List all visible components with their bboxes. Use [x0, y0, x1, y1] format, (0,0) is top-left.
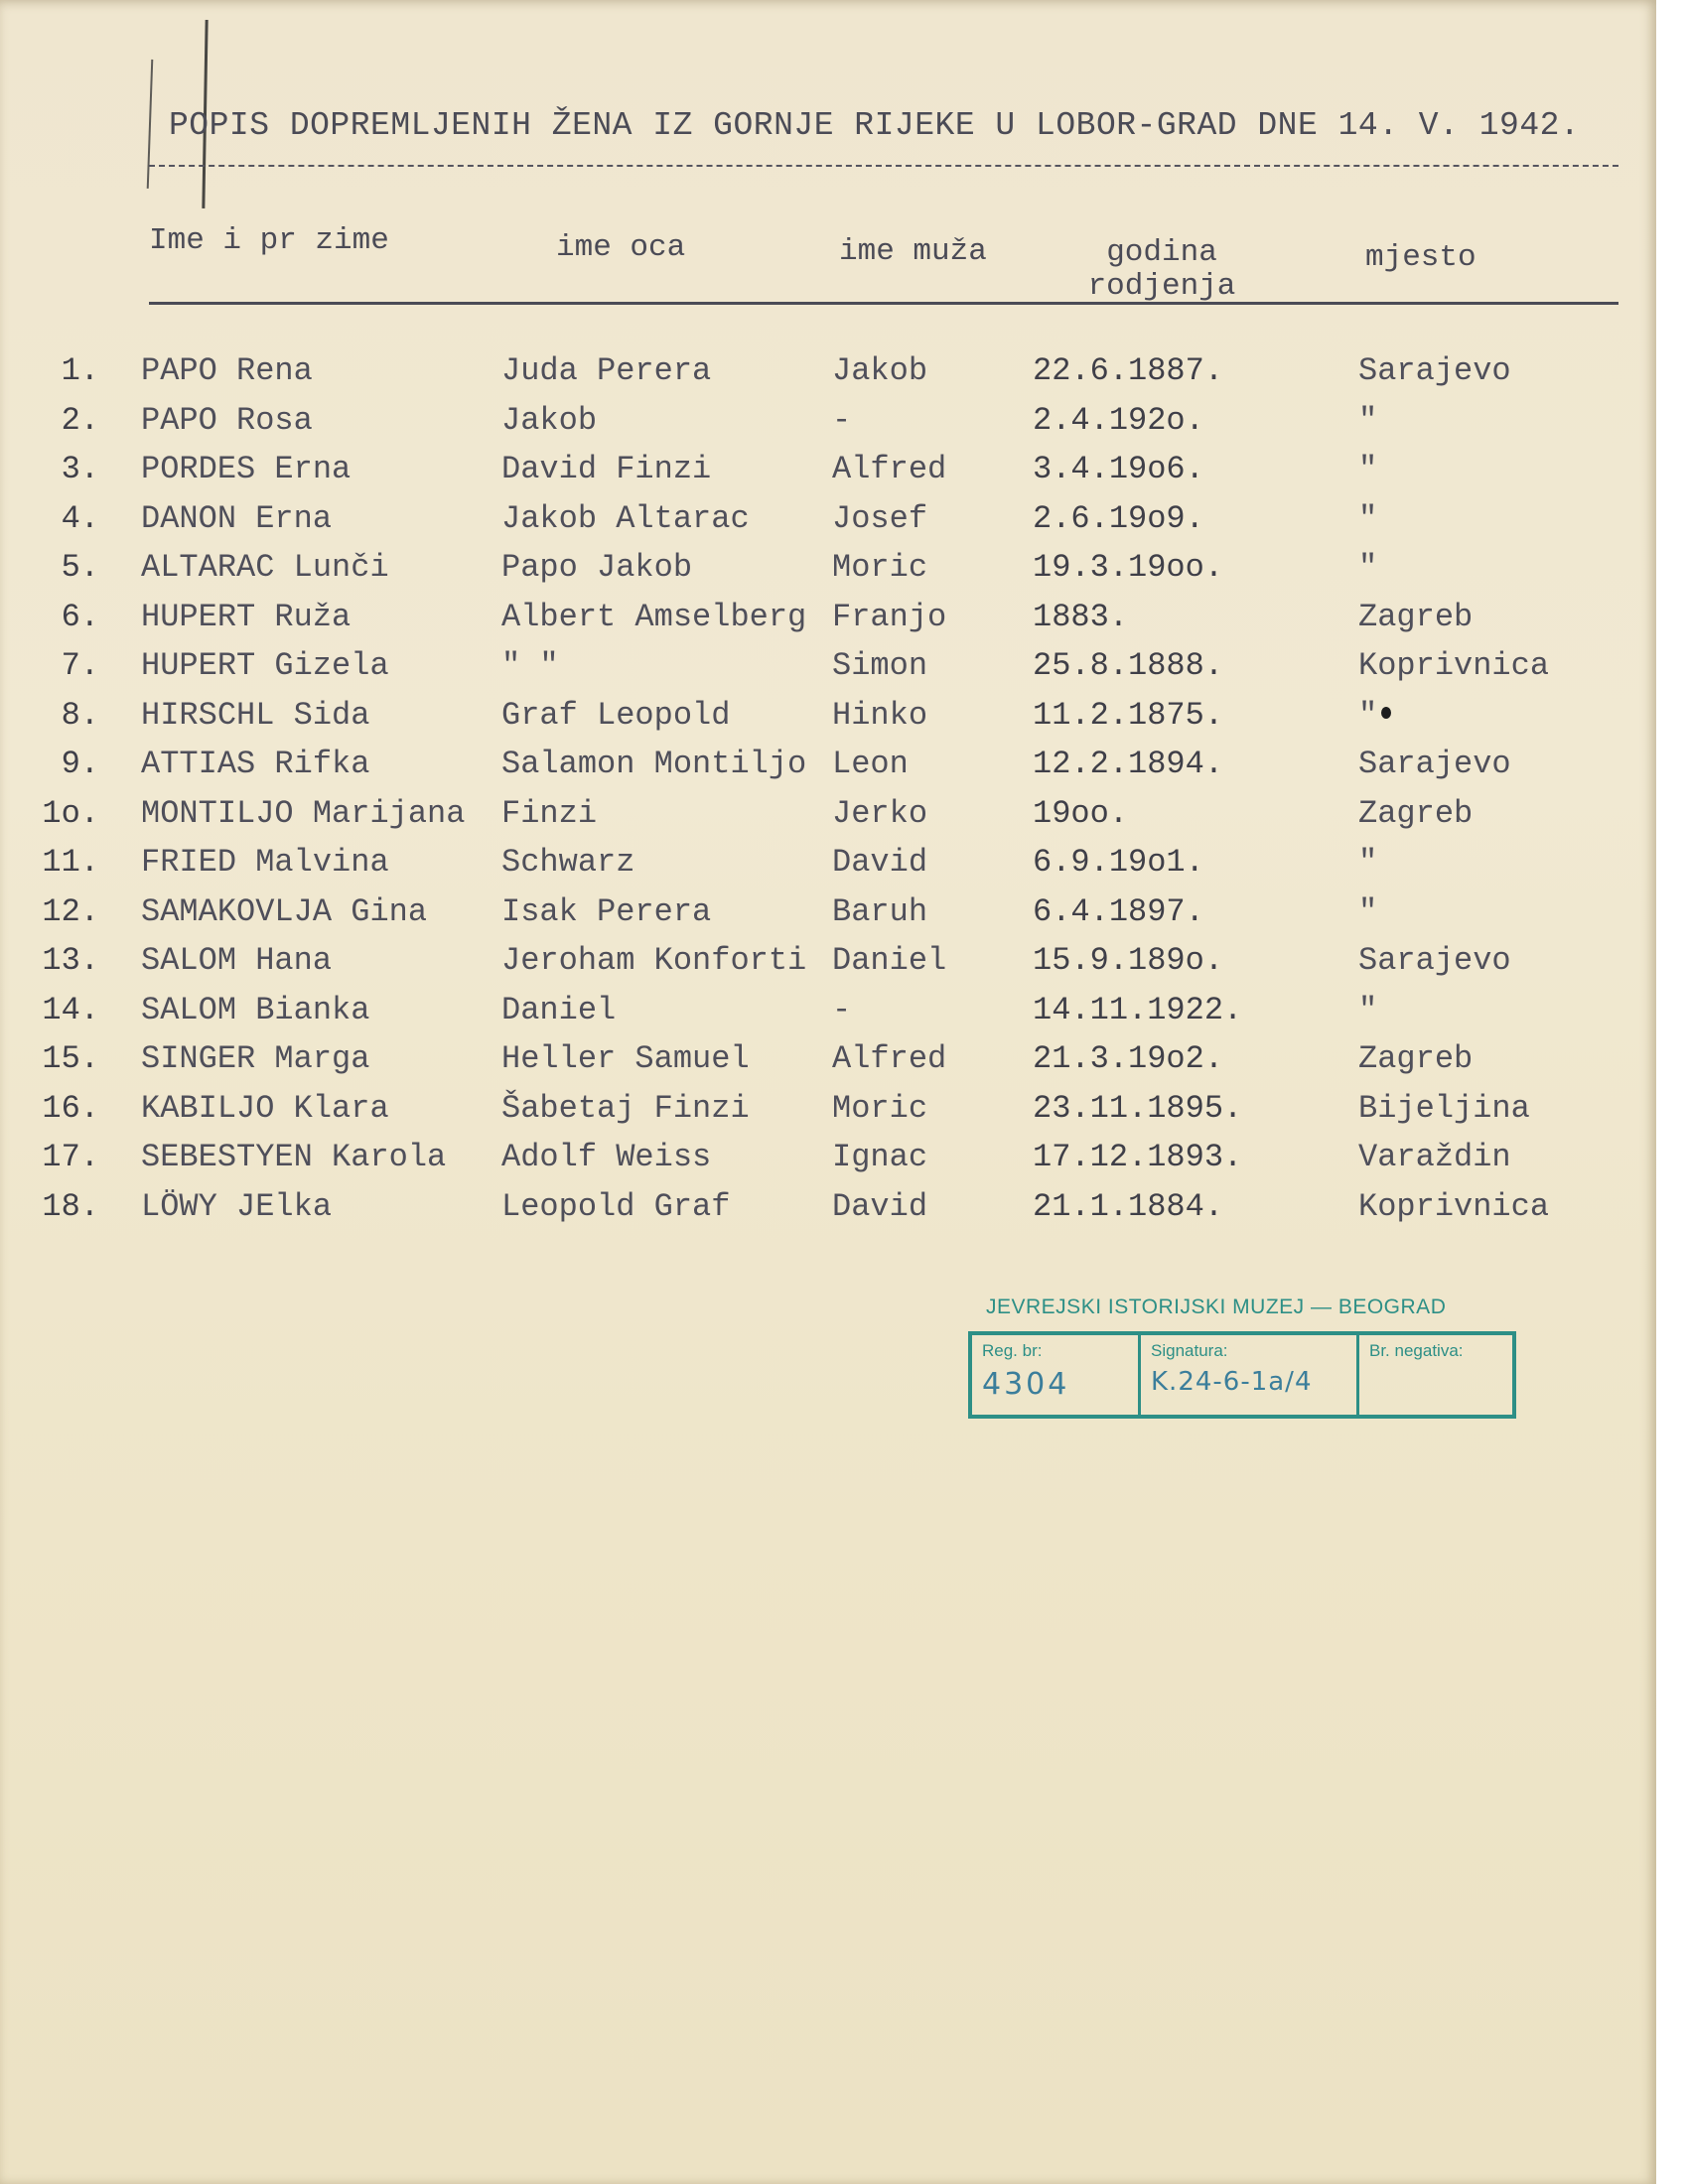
- table-row: [0, 844, 1656, 893]
- row-husband-name: Leon: [832, 746, 909, 782]
- row-name: PAPO Rosa: [141, 401, 313, 439]
- row-birth-date: 14.11.1922.: [1033, 991, 1243, 1028]
- row-place: Bijeljina: [1358, 1089, 1530, 1127]
- row-husband-name: David: [832, 844, 928, 881]
- stamp-negative-label: Br. negativa:: [1369, 1341, 1464, 1360]
- table-row: [0, 451, 1656, 500]
- row-place: Sarajevo: [1358, 942, 1511, 979]
- row-number: 4.: [61, 499, 99, 537]
- row-place: ": [1358, 844, 1378, 881]
- row-birth-date: 19oo.: [1033, 794, 1129, 832]
- table-row: [0, 352, 1656, 402]
- table-row: [0, 500, 1656, 550]
- ink-speck: [1381, 707, 1391, 719]
- stamp-signature-cell: [1141, 1335, 1359, 1415]
- document-title: POPIS DOPREMLJENIH ŽENA IZ GORNJE RIJEKE U LOBOR-GRAD DNE 14. V. 1942.: [169, 107, 1581, 144]
- stamp-reg-value: 4304: [982, 1367, 1070, 1402]
- row-father-name: Juda Perera: [501, 352, 712, 389]
- row-husband-name: Alfred: [832, 1040, 947, 1077]
- header-rule: [149, 302, 1618, 305]
- row-place: Zagreb: [1358, 598, 1474, 635]
- row-place: Sarajevo: [1358, 352, 1511, 389]
- row-name: SINGER Marga: [141, 1040, 370, 1077]
- row-birth-date: 15.9.189o.: [1033, 942, 1224, 979]
- table-row: [0, 893, 1656, 943]
- row-number: 17.: [42, 1139, 99, 1175]
- row-husband-name: Jakob: [832, 352, 928, 389]
- row-birth-date: 22.6.1887.: [1033, 352, 1224, 389]
- row-name: PORDES Erna: [141, 451, 352, 487]
- row-birth-date: 17.12.1893.: [1033, 1139, 1243, 1175]
- row-number: 1o.: [42, 794, 99, 832]
- row-birth-date: 6.4.1897.: [1033, 892, 1204, 930]
- row-name: ALTARAC Lunči: [141, 549, 389, 586]
- row-name: SAMAKOVLJA Gina: [141, 892, 428, 930]
- row-father-name: " ": [501, 647, 559, 684]
- stamp-box: [968, 1331, 1516, 1419]
- row-husband-name: Josef: [832, 499, 928, 537]
- row-number: 6.: [61, 598, 99, 635]
- table-row: [0, 1139, 1656, 1188]
- row-place: ": [1358, 991, 1378, 1028]
- row-number: 13.: [42, 942, 99, 979]
- row-place: ": [1358, 451, 1378, 487]
- header-place: mjesto: [1365, 240, 1477, 275]
- row-name: LÖWY JElka: [141, 1187, 333, 1225]
- table-row: [0, 795, 1656, 845]
- row-father-name: Heller Samuel: [501, 1040, 750, 1077]
- row-husband-name: Moric: [832, 1089, 928, 1127]
- header-husband: ime muža: [839, 234, 987, 269]
- row-birth-date: 3.4.19o6.: [1033, 451, 1204, 487]
- header-name: Ime i pr zime: [149, 223, 389, 258]
- table-row: [0, 402, 1656, 452]
- row-father-name: Leopold Graf: [501, 1187, 731, 1225]
- row-name: KABILJO Klara: [141, 1089, 389, 1127]
- row-place: Zagreb: [1358, 794, 1474, 832]
- row-number: 9.: [61, 746, 99, 782]
- row-husband-name: Franjo: [832, 598, 947, 635]
- row-father-name: Salamon Montiljo: [501, 746, 807, 782]
- table-row: [0, 1188, 1656, 1238]
- table-row: [0, 599, 1656, 648]
- row-place: Varaždin: [1358, 1139, 1511, 1175]
- row-birth-date: 21.1.1884.: [1033, 1187, 1224, 1225]
- stamp-negative-cell: [1359, 1335, 1512, 1415]
- row-father-name: Isak Perera: [501, 892, 712, 930]
- museum-stamp: [968, 1296, 1524, 1425]
- row-place: ": [1358, 892, 1378, 930]
- row-place: ": [1358, 696, 1378, 734]
- header-father: ime oca: [556, 230, 686, 265]
- stamp-signature-value: K.24-6-1a/4: [1151, 1367, 1313, 1397]
- table-row: [0, 549, 1656, 599]
- table-row: [0, 697, 1656, 747]
- scan-border: [1656, 0, 1688, 2184]
- row-father-name: Jeroham Konforti: [501, 942, 807, 979]
- row-birth-date: 12.2.1894.: [1033, 746, 1224, 782]
- row-name: SALOM Bianka: [141, 991, 370, 1028]
- row-number: 1.: [61, 352, 99, 389]
- table-row: [0, 1040, 1656, 1090]
- row-father-name: Albert Amselberg: [501, 598, 807, 635]
- row-husband-name: Alfred: [832, 451, 947, 487]
- row-birth-date: 2.6.19o9.: [1033, 499, 1204, 537]
- row-number: 3.: [61, 451, 99, 487]
- row-name: ATTIAS Rifka: [141, 746, 370, 782]
- row-birth-date: 2.4.192o.: [1033, 401, 1204, 439]
- row-name: HUPERT Gizela: [141, 647, 389, 684]
- row-name: SALOM Hana: [141, 942, 333, 979]
- row-husband-name: Jerko: [832, 794, 928, 832]
- row-place: Koprivnica: [1358, 1187, 1550, 1225]
- row-name: DANON Erna: [141, 499, 333, 537]
- row-father-name: David Finzi: [501, 451, 712, 487]
- row-place: Koprivnica: [1358, 647, 1550, 684]
- table-row: [0, 942, 1656, 992]
- table-row: [0, 992, 1656, 1041]
- table-row: [0, 746, 1656, 795]
- row-birth-date: 6.9.19o1.: [1033, 844, 1204, 881]
- title-underline: [149, 165, 1618, 167]
- row-father-name: Jakob: [501, 401, 598, 439]
- row-number: 8.: [61, 696, 99, 734]
- row-birth-date: 19.3.19oo.: [1033, 549, 1224, 586]
- row-birth-date: 23.11.1895.: [1033, 1089, 1243, 1127]
- row-husband-name: -: [832, 401, 852, 439]
- row-number: 18.: [42, 1187, 99, 1225]
- row-husband-name: Simon: [832, 647, 928, 684]
- table-row: [0, 647, 1656, 697]
- row-father-name: Finzi: [501, 794, 598, 832]
- row-place: ": [1358, 401, 1378, 439]
- row-place: Sarajevo: [1358, 746, 1511, 782]
- row-number: 12.: [42, 892, 99, 930]
- row-birth-date: 25.8.1888.: [1033, 647, 1224, 684]
- row-number: 15.: [42, 1040, 99, 1077]
- row-place: ": [1358, 549, 1378, 586]
- row-number: 16.: [42, 1089, 99, 1127]
- row-place: ": [1358, 499, 1378, 537]
- row-number: 5.: [61, 549, 99, 586]
- stamp-reg-label: Reg. br:: [982, 1341, 1043, 1360]
- stamp-institution: JEVREJSKI ISTORIJSKI MUZEJ — BEOGRAD: [986, 1296, 1447, 1318]
- table-row: [0, 1090, 1656, 1140]
- row-father-name: Schwarz: [501, 844, 635, 881]
- row-husband-name: Hinko: [832, 696, 928, 734]
- row-name: PAPO Rena: [141, 352, 313, 389]
- row-husband-name: David: [832, 1187, 928, 1225]
- row-husband-name: Moric: [832, 549, 928, 586]
- row-number: 7.: [61, 647, 99, 684]
- row-number: 11.: [42, 844, 99, 881]
- row-father-name: Graf Leopold: [501, 696, 731, 734]
- row-name: HUPERT Ruža: [141, 598, 352, 635]
- row-birth-date: 11.2.1875.: [1033, 696, 1224, 734]
- row-name: SEBESTYEN Karola: [141, 1139, 447, 1175]
- row-father-name: Jakob Altarac: [501, 499, 750, 537]
- row-name: MONTILJO Marijana: [141, 794, 466, 832]
- row-husband-name: Ignac: [832, 1139, 928, 1175]
- row-father-name: Šabetaj Finzi: [501, 1089, 750, 1127]
- stamp-reg-cell: [972, 1335, 1141, 1415]
- row-place: Zagreb: [1358, 1040, 1474, 1077]
- header-year: godina rodjenja: [1087, 235, 1236, 304]
- row-father-name: Papo Jakob: [501, 549, 693, 586]
- row-number: 14.: [42, 991, 99, 1028]
- row-father-name: Daniel: [501, 991, 617, 1028]
- row-name: HIRSCHL Sida: [141, 696, 370, 734]
- row-number: 2.: [61, 401, 99, 439]
- row-name: FRIED Malvina: [141, 844, 389, 881]
- row-birth-date: 21.3.19o2.: [1033, 1040, 1224, 1077]
- row-birth-date: 1883.: [1033, 598, 1129, 635]
- row-husband-name: -: [832, 991, 852, 1028]
- row-husband-name: Baruh: [832, 892, 928, 930]
- stamp-signature-label: Signatura:: [1151, 1341, 1228, 1360]
- row-father-name: Adolf Weiss: [501, 1139, 712, 1175]
- row-husband-name: Daniel: [832, 942, 947, 979]
